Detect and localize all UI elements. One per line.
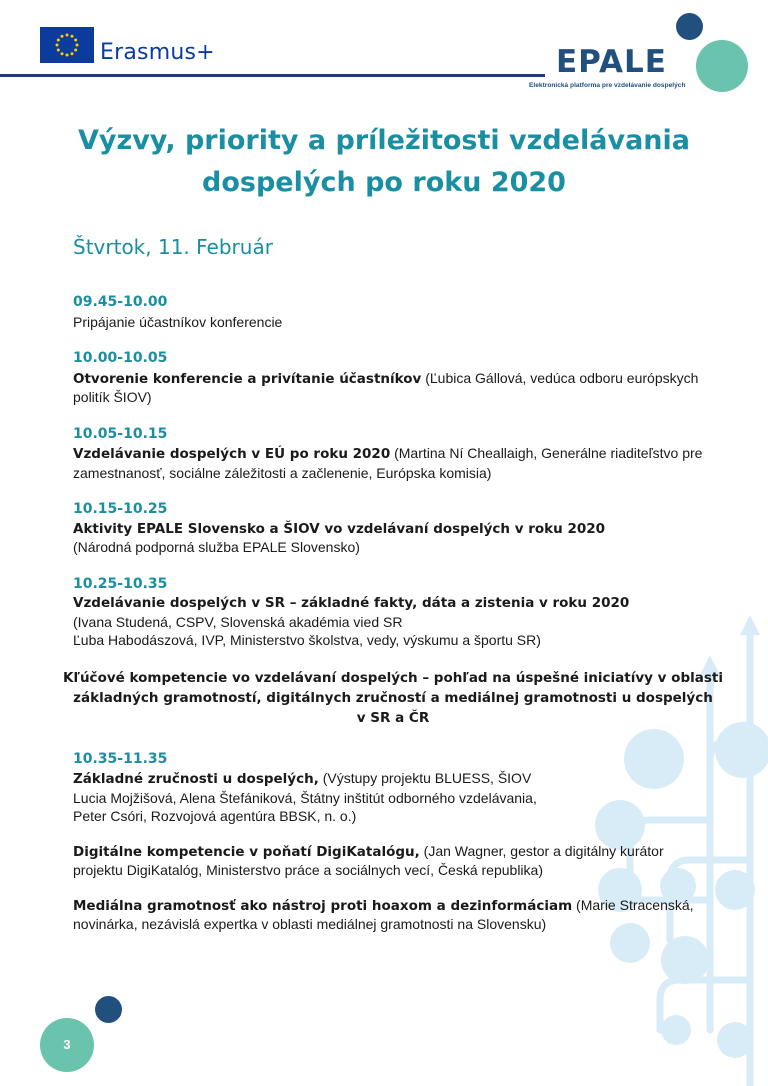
agenda-text-line: (Ivana Studená, CSPV, Slovenská akadémia vied SR — [73, 613, 403, 630]
agenda-text-line: Lucia Mojžišová, Alena Štefániková, Štátny inštitút odborného vzdelávania, — [73, 789, 537, 806]
agenda-subitem — [73, 769, 713, 826]
header-divider — [0, 74, 545, 77]
agenda-block — [73, 750, 713, 934]
agenda-text: (Národná podporná služba EPALE Slovensko) — [73, 539, 360, 555]
agenda-item — [73, 425, 713, 483]
agenda-time: 10.25-10.35 — [73, 575, 168, 592]
section-heading-line: základných gramotností, digitálnych zručností a mediálnej gramotnosti u dospelých — [73, 689, 713, 706]
agenda-time: 10.00-10.05 — [73, 350, 168, 366]
agenda-text: (Jan Wagner, gestor a digitálny kurátor projektu DigiKatalóg, Ministerstvo práce a sociálnych vecí, Česká republika) — [73, 842, 664, 878]
agenda-title: Mediálna gramotnosť ako nástroj proti hoaxom a dezinformáciam — [73, 897, 573, 914]
agenda-text-line: Peter Csóri, Rozvojová agentúra BBSK, n. o.) — [73, 808, 357, 824]
agenda-title: Základné zručnosti u dospelých, — [73, 771, 319, 787]
agenda-item — [73, 500, 713, 557]
agenda-title: Aktivity EPALE Slovensko a ŠIOV vo vzdelávaní dospelých v roku 2020 — [73, 520, 606, 537]
agenda-title: Vzdelávanie dospelých v SR – základné fakty, dáta a zistenia v roku 2020 — [73, 595, 630, 611]
agenda-item — [73, 575, 713, 650]
agenda-title: Vzdelávanie dospelých v EÚ po roku 2020 — [73, 446, 391, 462]
epale-logo: EPALE — [556, 44, 667, 80]
agenda-title: Otvorenie konferencie a privítanie účastníkov — [73, 370, 422, 387]
agenda-text: (Marie Stracenská, novinárka, nezávislá expertka v oblasti mediálnej gramotnosti na Slovensku) — [73, 896, 694, 932]
section-heading-line: v SR a ČR — [356, 709, 430, 726]
agenda-text: Pripájanie účastníkov konferencie — [73, 313, 283, 330]
agenda-time: 10.35-11.35 — [73, 750, 168, 767]
agenda-text: (Ľubica Gállová, vedúca odboru európskych politík ŠIOV) — [73, 369, 699, 405]
epale-dot-green — [696, 40, 748, 92]
agenda-subitem — [73, 842, 713, 880]
erasmus-logo-text: Erasmus+ — [100, 40, 215, 65]
agenda-title: Digitálne kompetencie v poňatí DigiKatalógu, — [73, 843, 420, 860]
page-number: 3 — [40, 1018, 94, 1072]
agenda-text: (Martina Ní Cheallaigh, Generálne riaditeľstvo pre zamestnanosť, sociálne záležitosti a začlenenie, Európska komisia) — [73, 445, 703, 481]
agenda-item — [73, 349, 713, 407]
footer-dot-navy — [95, 996, 122, 1023]
epale-dot-navy — [676, 13, 703, 40]
section-heading-line: Kľúčové kompetencie vo vzdelávaní dospelých – pohľad na úspešné iniciatívy v oblasti — [63, 669, 723, 686]
event-date: Štvrtok, 11. Február — [73, 235, 273, 259]
section-heading — [63, 668, 723, 728]
agenda-text-line: Ľuba Habodászová, IVP, Ministerstvo školstva, vedy, výskumu a športu SR) — [73, 632, 541, 648]
agenda-text-line: (Výstupy projektu BLUESS, ŠIOV — [318, 770, 532, 786]
agenda-time: 09.45-10.00 — [73, 294, 168, 310]
agenda-subitem — [73, 896, 713, 934]
document-title: Výzvy, priority a príležitosti vzdelávania dospelých po roku 2020 — [78, 125, 690, 198]
agenda — [63, 293, 723, 952]
epale-subtitle: Elektronická platforma pre vzdelávanie dospelých — [529, 82, 686, 89]
eu-flag-icon — [40, 27, 94, 63]
agenda-item — [73, 293, 713, 331]
agenda-time: 10.15-10.25 — [73, 501, 168, 517]
agenda-time: 10.05-10.15 — [73, 425, 168, 442]
